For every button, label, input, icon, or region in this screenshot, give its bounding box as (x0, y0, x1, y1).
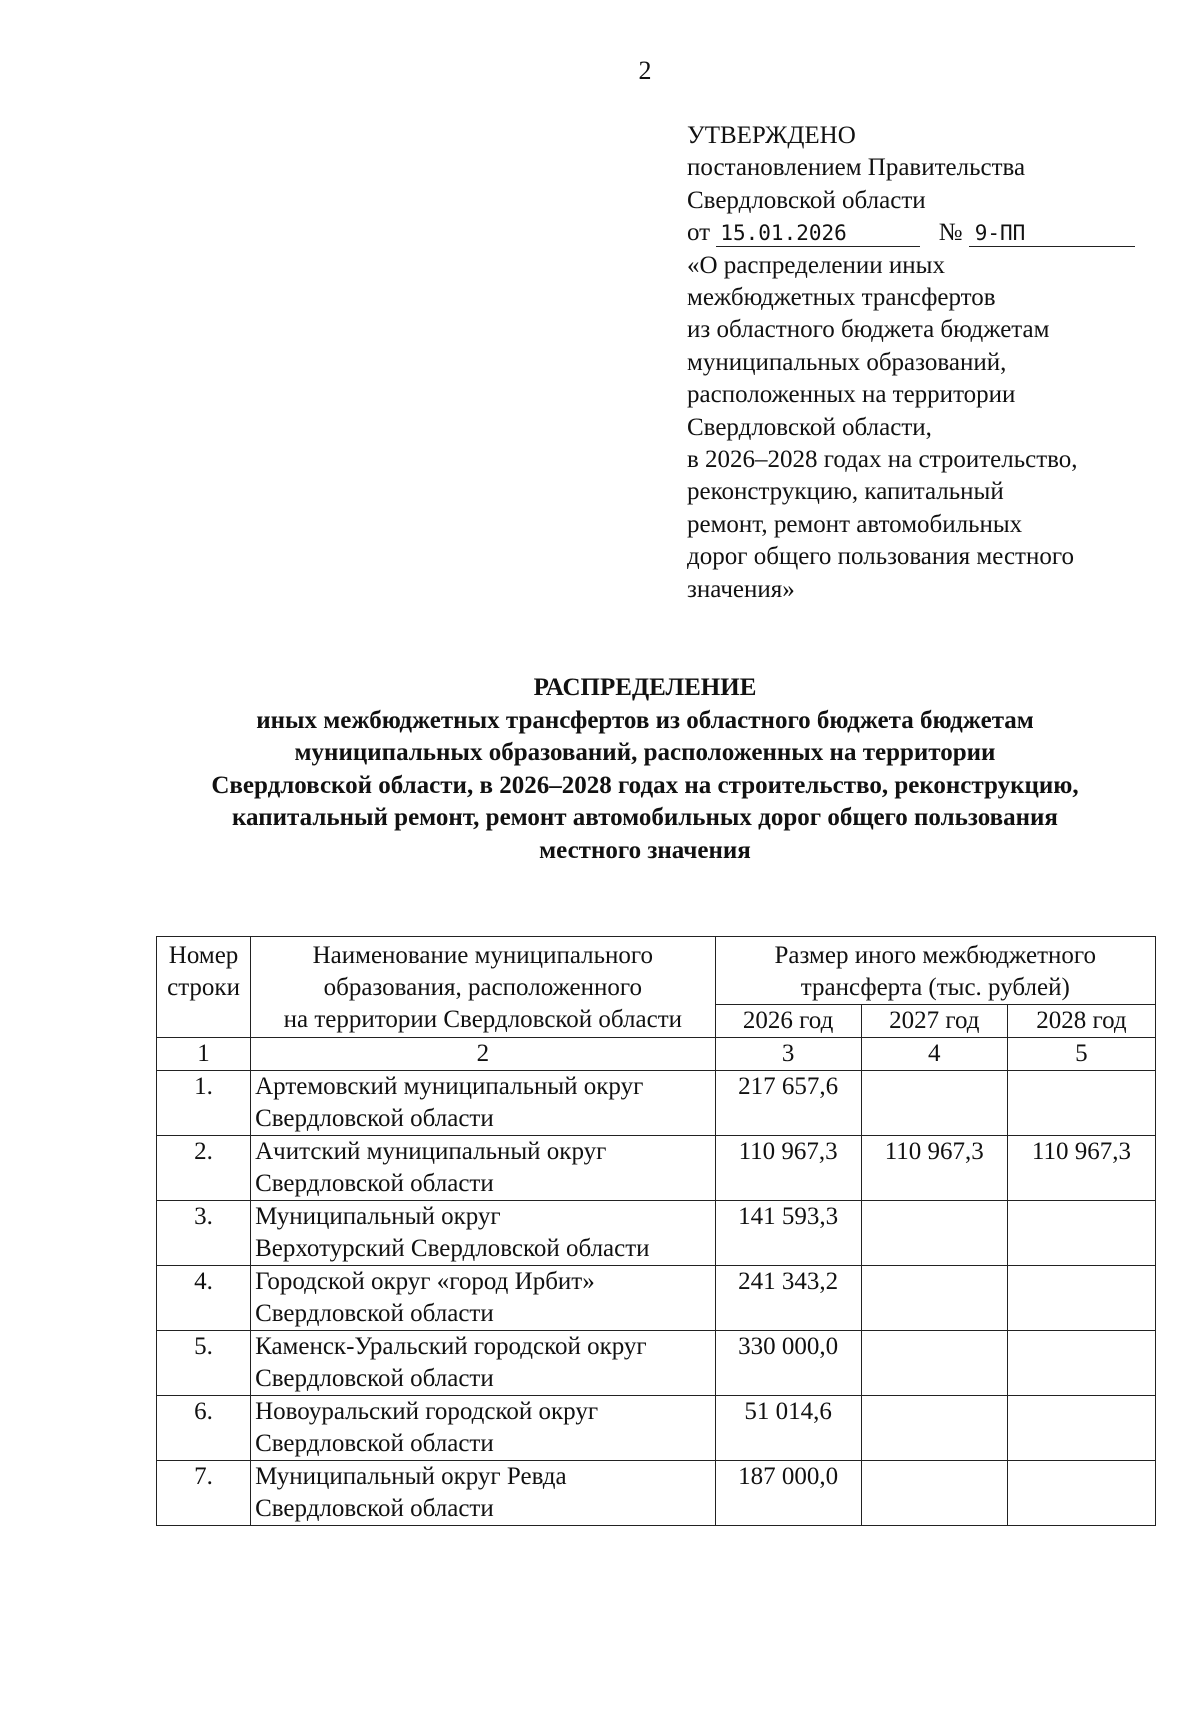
approval-region: Свердловской области (687, 186, 926, 214)
subject-line: ремонт, ремонт автомобильных (687, 510, 1023, 538)
municipality-name: Муниципальный округ Верхотурский Свердловской области (251, 1201, 715, 1266)
header-municipality-name: Наименование муниципального образования, расположенного на территории Свердловской области (251, 937, 715, 1038)
title-line: иных межбюджетных трансфертов из областного бюджета бюджетам (256, 706, 1034, 734)
amount-2026: 241 343,2 (715, 1266, 861, 1331)
title-heading: РАСПРЕДЕЛЕНИЕ (533, 674, 757, 701)
subject-line: дорог общего пользования местного (687, 543, 1074, 571)
row-number: 4. (157, 1266, 251, 1331)
column-index: 1 (157, 1038, 251, 1071)
approval-label: УТВЕРЖДЕНО (687, 122, 856, 149)
municipality-name: Артемовский муниципальный округ Свердловской области (251, 1071, 715, 1136)
subject-line: расположенных на территории (687, 381, 1016, 409)
amount-2027: 110 967,3 (861, 1136, 1007, 1201)
municipality-name: Муниципальный округ Ревда Свердловской области (251, 1461, 715, 1526)
column-index: 5 (1007, 1038, 1155, 1071)
amount-2027 (861, 1461, 1007, 1526)
amount-2026: 51 014,6 (715, 1396, 861, 1461)
table-row (157, 1266, 1156, 1331)
subject-line: значения» (687, 575, 795, 603)
title-line: муниципальных образований, расположенных на территории (294, 739, 996, 766)
subject-line: реконструкцию, капитальный (687, 478, 1004, 506)
amount-2028 (1007, 1071, 1155, 1136)
title-line: местного значения (539, 836, 751, 864)
amount-2028 (1007, 1396, 1155, 1461)
amount-2026: 110 967,3 (715, 1136, 861, 1201)
column-index: 3 (715, 1038, 861, 1071)
row-number: 5. (157, 1331, 251, 1396)
amount-2028 (1007, 1331, 1155, 1396)
header-year-2028: 2028 год (1007, 1005, 1155, 1038)
amount-2027 (861, 1266, 1007, 1331)
page-number: 2 (638, 56, 652, 85)
number-label: № (938, 219, 963, 247)
title-line: капитальный ремонт, ремонт автомобильных дорог общего пользования (232, 804, 1058, 831)
municipality-name: Ачитский муниципальный округ Свердловской области (251, 1136, 715, 1201)
amount-2027 (861, 1331, 1007, 1396)
municipality-name: Каменск-Уральский городской округ Свердловской области (251, 1331, 715, 1396)
amount-2028: 110 967,3 (1007, 1136, 1155, 1201)
row-number: 3. (157, 1201, 251, 1266)
table-row (157, 1331, 1156, 1396)
table-row (157, 1071, 1156, 1136)
decree-date: 15.01.2026 (716, 220, 920, 247)
from-label: от (687, 219, 711, 247)
title-line: Свердловской области, в 2026–2028 годах на строительство, реконструкцию, (211, 771, 1079, 799)
amount-2028 (1007, 1266, 1155, 1331)
amount-2028 (1007, 1201, 1155, 1266)
row-number: 2. (157, 1136, 251, 1201)
amount-2027 (861, 1201, 1007, 1266)
subject-line: Свердловской области, (687, 413, 932, 441)
row-number: 6. (157, 1396, 251, 1461)
approval-issuer: постановлением Правительства (687, 154, 1026, 182)
amount-2026: 217 657,6 (715, 1071, 861, 1136)
amount-2028 (1007, 1461, 1155, 1526)
header-transfer-amount: Размер иного межбюджетного трансферта (тыс. рублей) (715, 937, 1155, 1005)
distribution-table (156, 936, 1156, 1526)
row-number: 1. (157, 1071, 251, 1136)
subject-line: в 2026–2028 годах на строительство, (687, 446, 1078, 474)
table-row (157, 1136, 1156, 1201)
subject-line: межбюджетных трансфертов (687, 284, 996, 312)
document-title (100, 672, 1190, 867)
table-row (157, 1201, 1156, 1266)
approval-date-line (687, 217, 1157, 249)
table-row (157, 1396, 1156, 1461)
municipality-name: Новоуральский городской округ Свердловской области (251, 1396, 715, 1461)
amount-2027 (861, 1071, 1007, 1136)
row-number: 7. (157, 1461, 251, 1526)
column-index: 2 (251, 1038, 715, 1071)
header-year-2026: 2026 год (715, 1005, 861, 1038)
amount-2026: 141 593,3 (715, 1201, 861, 1266)
amount-2027 (861, 1396, 1007, 1461)
subject-line: муниципальных образований, (687, 348, 1007, 376)
header-row-number: Номер строки (157, 937, 251, 1038)
subject-line: из областного бюджета бюджетам (687, 316, 1050, 344)
column-index-row (157, 1038, 1156, 1071)
header-year-2027: 2027 год (861, 1005, 1007, 1038)
column-index: 4 (861, 1038, 1007, 1071)
subject-line: «О распределении иных (687, 251, 945, 279)
amount-2026: 330 000,0 (715, 1331, 861, 1396)
approval-block (687, 120, 1157, 606)
municipality-name: Городской округ «город Ирбит» Свердловской области (251, 1266, 715, 1331)
table-row (157, 1461, 1156, 1526)
amount-2026: 187 000,0 (715, 1461, 861, 1526)
decree-number: 9-ПП (969, 220, 1135, 247)
